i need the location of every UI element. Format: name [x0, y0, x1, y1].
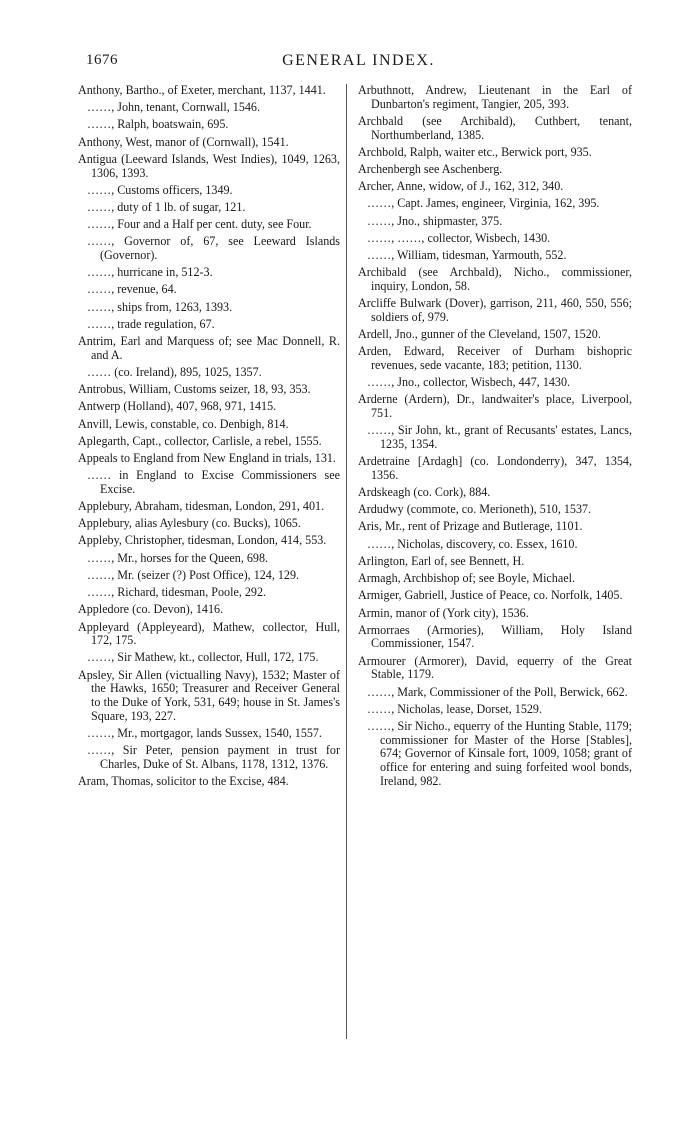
index-entry: Armourer (Armorer), David, equerry of the Great Stable, 1179. — [358, 653, 632, 682]
index-entry: ……, hurricane in, 512-3. — [87, 265, 213, 280]
index-entry: ……, Jno., collector, Wisbech, 447, 1430. — [367, 375, 571, 390]
index-entry: Ardetraine [Ardagh] (co. Londonderry), 347, 1354, 1356. — [358, 454, 632, 482]
index-entry: Arbuthnott, Andrew, Lieutenant in the Earl of Dunbarton's regiment, Tangier, 205, 393. — [358, 83, 632, 111]
column-divider — [346, 84, 347, 1039]
page-number: 1676 — [86, 52, 118, 68]
right-index-column — [358, 84, 632, 792]
index-entry: Armorraes (Armories), William, Holy Island Commissioner, 1547. — [358, 622, 632, 651]
index-entry: Archbold, Ralph, waiter etc., Berwick port, 935. — [358, 144, 592, 159]
index-entry: ……, Nicholas, discovery, co. Essex, 1610. — [367, 536, 578, 551]
index-entry: ……, Richard, tidesman, Poole, 292. — [87, 585, 267, 600]
index-entry: Anthony, West, manor of (Cornwall), 1541. — [78, 134, 289, 149]
index-entry: ……, ships from, 1263, 1393. — [87, 299, 233, 314]
index-entry: Armiger, Gabriell, Justice of Peace, co. Norfolk, 1405. — [358, 588, 623, 603]
index-entry: ……, Sir John, kt., grant of Recusants' estates, Lancs, 1235, 1354. — [367, 423, 632, 451]
index-entry: ……, Governor of, 67, see Leeward Islands (Governor). — [87, 234, 340, 263]
index-entry: Ardudwy (commote, co. Merioneth), 510, 1537. — [358, 502, 592, 517]
index-entry: ……, revenue, 64. — [87, 282, 177, 297]
index-entry: Antrobus, William, Customs seizer, 18, 93, 353. — [78, 382, 311, 397]
index-entry: Antwerp (Holland), 407, 968, 971, 1415. — [78, 399, 277, 414]
index-entry: Ardskeagh (co. Cork), 884. — [358, 485, 491, 500]
index-entry: ……, Customs officers, 1349. — [87, 182, 233, 197]
index-entry: ……, Ralph, boatswain, 695. — [87, 117, 229, 132]
index-entry: ……, ……, collector, Wisbech, 1430. — [367, 230, 551, 245]
index-entry: Ardell, Jno., gunner of the Cleveland, 1507, 1520. — [358, 327, 601, 342]
index-entry: ……, Sir Mathew, kt., collector, Hull, 172, 175. — [87, 650, 319, 665]
index-entry: Armin, manor of (York city), 1536. — [358, 605, 529, 620]
index-entry: ……, trade regulation, 67. — [87, 316, 215, 331]
index-entry: Appleby, Christopher, tidesman, London, 414, 553. — [78, 533, 327, 548]
index-entry: Archer, Anne, widow, of J., 162, 312, 340. — [358, 179, 564, 194]
index-entry: Antrim, Earl and Marquess of; see Mac Donnell, R. and A. — [78, 334, 340, 362]
index-entry: ……, Four and a Half per cent. duty, see Four. — [87, 217, 312, 232]
running-head-title: GENERAL INDEX. — [282, 52, 435, 69]
index-entry: ……, Capt. James, engineer, Virginia, 162, 395. — [367, 196, 600, 211]
index-entry: ……, Sir Nicho., equerry of the Hunting Stable, 1179; commissioner for Master of the Horse [Stables], 674; Governor of Kinsale fort, 1009, 1058; grant of office for entering and suing forfeited wool bonds, Ireland, 982. — [367, 718, 632, 788]
index-entry: ……, Mark, Commissioner of the Poll, Berwick, 662. — [367, 684, 628, 699]
page-header — [86, 52, 631, 76]
index-entry: ……, Mr., horses for the Queen, 698. — [87, 550, 269, 565]
index-entry: ……, Jno., shipmaster, 375. — [367, 213, 503, 228]
index-entry: Appleyard (Appleyeard), Mathew, collector, Hull, 172, 175. — [78, 619, 340, 648]
index-entry: ……, Mr. (seizer (?) Post Office), 124, 129. — [87, 567, 300, 582]
index-entry: Archbald (see Archibald), Cuthbert, tenant, Northumberland, 1385. — [358, 113, 632, 142]
index-entry: Appeals to England from New England in trials, 131. — [78, 450, 336, 465]
index-entry: Archenbergh see Aschenberg. — [358, 162, 503, 177]
index-entry: Arden, Edward, Receiver of Durham bishopric revenues, sede vacante, 183; petition, 1130. — [358, 344, 632, 372]
index-entry: ……, duty of 1 lb. of sugar, 121. — [87, 199, 246, 214]
index-entry: Apsley, Sir Allen (victualling Navy), 1532; Master of the Hawks, 1650; Treasurer and Receiver General to the Duke of York, 531, 649; house in St. James's Square, 193, 227. — [78, 667, 340, 723]
index-entry: Anvill, Lewis, constable, co. Denbigh, 814. — [78, 416, 289, 431]
index-entry: …… (co. Ireland), 895, 1025, 1357. — [87, 364, 262, 379]
index-entry: Applebury, alias Aylesbury (co. Bucks), 1065. — [78, 516, 301, 531]
index-entry: ……, Sir Peter, pension payment in trust for Charles, Duke of St. Albans, 1178, 1312, 1376. — [87, 743, 340, 771]
index-entry: ……, Mr., mortgagor, lands Sussex, 1540, 1557. — [87, 725, 323, 740]
index-entry: ……, John, tenant, Cornwall, 1546. — [87, 100, 260, 115]
index-entry: Aplegarth, Capt., collector, Carlisle, a rebel, 1555. — [78, 433, 322, 448]
index-entry: Anthony, Bartho., of Exeter, merchant, 1137, 1441. — [78, 83, 326, 97]
index-entry: Arlington, Earl of, see Bennett, H. — [358, 553, 525, 568]
index-entry: ……, William, tidesman, Yarmouth, 552. — [367, 248, 567, 263]
left-index-column — [78, 84, 340, 792]
index-entry: Archibald (see Archbald), Nicho., commissioner, inquiry, London, 58. — [358, 265, 632, 293]
index-entry: Applebury, Abraham, tidesman, London, 291, 401. — [78, 499, 325, 514]
index-entry: ……, Nicholas, lease, Dorset, 1529. — [367, 701, 542, 716]
index-entry: Armagh, Archbishop of; see Boyle, Michael. — [358, 571, 575, 586]
index-entry: Antigua (Leeward Islands, West Indies), 1049, 1263, 1306, 1393. — [78, 151, 340, 180]
index-entry: Aram, Thomas, solicitor to the Excise, 484. — [78, 774, 289, 789]
index-entry: Appledore (co. Devon), 1416. — [78, 602, 224, 617]
index-entry: Arderne (Ardern), Dr., landwaiter's place, Liverpool, 751. — [358, 392, 632, 421]
index-entry: Arcliffe Bulwark (Dover), garrison, 211, 460, 550, 556; soldiers of, 979. — [358, 296, 632, 324]
index-entry: Aris, Mr., rent of Prizage and Butlerage, 1101. — [358, 519, 583, 534]
index-entry: …… in England to Excise Commissioners see Excise. — [87, 468, 340, 496]
